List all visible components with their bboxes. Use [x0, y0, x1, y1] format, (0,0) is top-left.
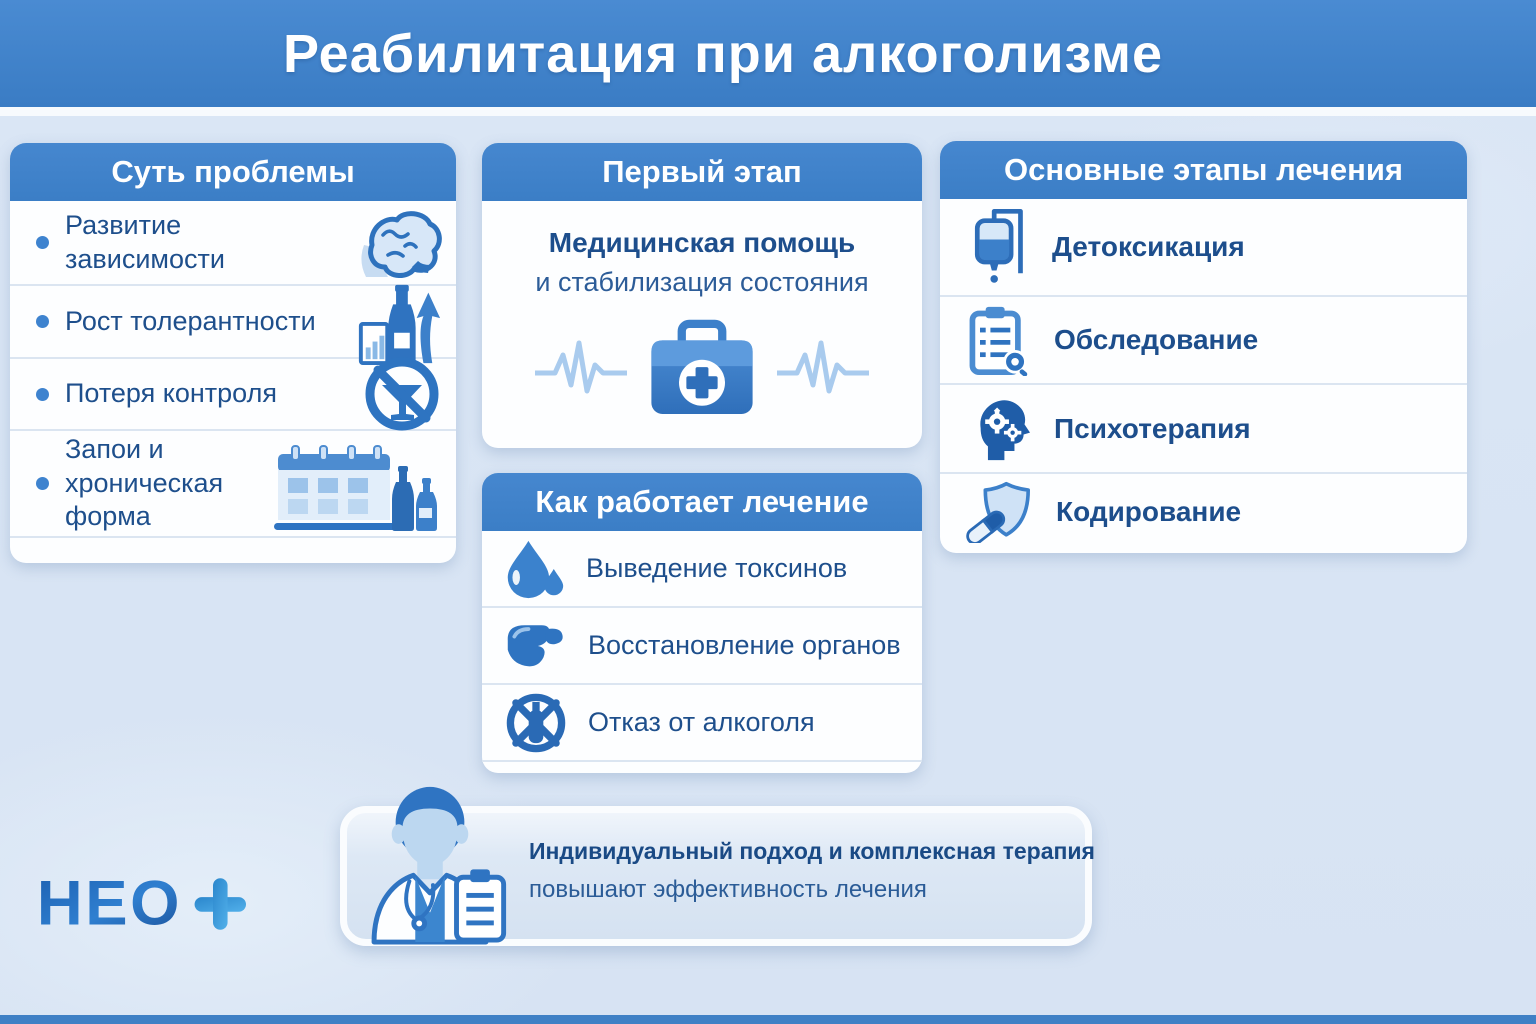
card-problem [10, 143, 456, 563]
header-divider [0, 107, 1536, 116]
problem-item-label: Развитие зависимости [65, 209, 225, 274]
stage-item-psychotherapy [940, 385, 1467, 474]
no-cocktail-icon [362, 354, 442, 434]
no-alcohol-icon [504, 691, 568, 755]
card-stages-header [940, 141, 1467, 199]
ecg-line-icon [777, 333, 869, 408]
problem-item-control-loss [10, 359, 456, 431]
treatment-item-detox [482, 531, 922, 608]
treatment-item-organs [482, 608, 922, 685]
bullet-icon [36, 477, 49, 490]
bullet-icon [36, 236, 49, 249]
brain-icon [342, 205, 442, 281]
logo-text: НЕО [36, 868, 182, 939]
stage-item-checkup [940, 297, 1467, 385]
coding-icon [966, 481, 1032, 543]
card-problem-title: Суть проблемы [111, 154, 355, 189]
bottle-growth-icon [356, 277, 442, 367]
iv-drip-icon [966, 207, 1028, 287]
stage-item-label: Обследование [1054, 324, 1259, 355]
medical-kit-icon [633, 312, 771, 429]
card-stages [940, 141, 1467, 553]
stage-item-detox [940, 199, 1467, 297]
card-first-stage-title: Первый этап [602, 154, 802, 189]
page-title: Реабилитация при алкоголизме [282, 23, 1163, 84]
liver-icon [504, 621, 568, 671]
problem-item-label: Потеря контроля [65, 378, 277, 409]
doctor-icon [346, 783, 514, 950]
stage-item-label: Психотерапия [1054, 412, 1251, 444]
card-first-stage [482, 143, 922, 448]
card-first-stage-header [482, 143, 922, 201]
treatment-item-label: Отказ от алкоголя [588, 706, 815, 737]
problem-item-binge [10, 431, 456, 538]
bottom-accent-strip [0, 1015, 1536, 1024]
card-stages-title: Основные этапы лечения [1004, 152, 1403, 187]
treatment-item-refusal [482, 685, 922, 762]
treatment-item-label: Восстановление органов [588, 629, 901, 660]
conclusion-line1: Индивидуальный подход и комплексная терапия [529, 838, 1095, 864]
problem-item-label: Рост толерантности [65, 305, 316, 336]
bullet-icon [36, 388, 49, 401]
drops-icon [504, 538, 566, 600]
first-stage-illustration [482, 312, 922, 429]
first-stage-text-line1: Медицинская помощь [548, 227, 856, 258]
ecg-line-icon [535, 333, 627, 408]
conclusion-text [529, 838, 1095, 904]
problem-item-label: Запои и хроническая форма [65, 433, 224, 532]
page-header [0, 0, 1536, 107]
first-stage-text-line2: и стабилизация состояния [535, 267, 869, 297]
treatment-item-label: Выведение токсинов [586, 552, 848, 583]
stage-item-coding [940, 474, 1467, 550]
bullet-icon [36, 315, 49, 328]
card-treatment-header [482, 473, 922, 531]
logo-plus-icon [195, 878, 246, 929]
card-treatment-title: Как работает лечение [535, 484, 869, 519]
stage-item-label: Кодирование [1056, 496, 1242, 527]
psychotherapy-icon [966, 395, 1030, 463]
problem-item-tolerance [10, 286, 456, 359]
checkup-icon [966, 304, 1030, 376]
card-treatment [482, 473, 922, 773]
conclusion-line2: повышают эффективность лечения [529, 876, 927, 903]
card-problem-header [10, 143, 456, 201]
neo-plus-logo [36, 868, 252, 945]
stage-item-label: Детоксикация [1052, 231, 1245, 262]
problem-item-dependency [10, 201, 456, 286]
calendar-bottles-icon [272, 434, 442, 534]
